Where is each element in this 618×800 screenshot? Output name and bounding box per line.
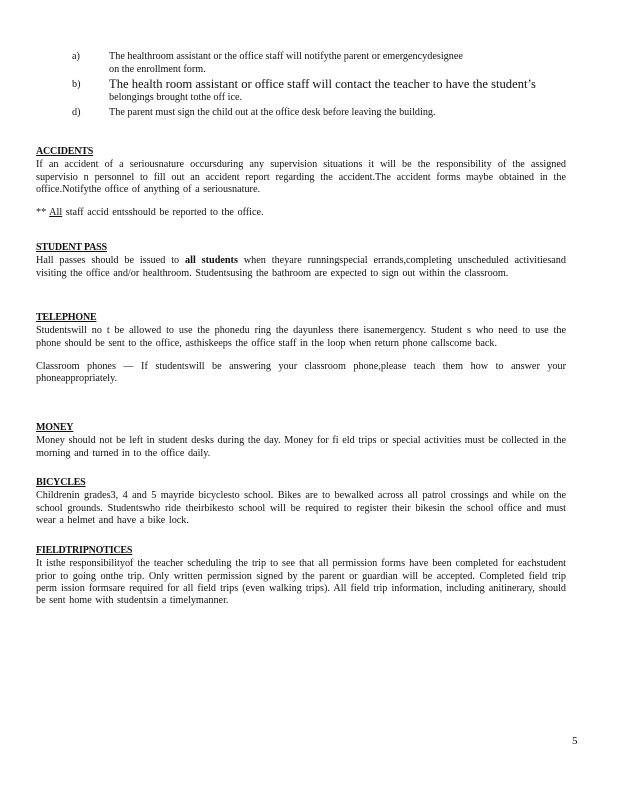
accidents-section (36, 146, 566, 219)
bicycles-body: Childrenin grades3, 4 and 5 mayride bicyclesto school. Bikes are to bewalked across all patrol crossings and while on the school grounds. Studentswho ride theirbikesto school will be required to register their bikesin the school office and must wear a helmet and have a bike lock. (36, 490, 566, 526)
student-pass-section (36, 242, 566, 280)
money-body: Money should not be left in student desks during the day. Money for fi eld trips or special activities must be collected in the morning and turned in to the office daily. (36, 435, 566, 459)
list-marker: b) (72, 79, 81, 90)
note-rest: staff accid entsshould be reported to the office. (62, 207, 264, 219)
field-trip-heading: FIELDTRIPNOTICES (36, 545, 133, 556)
telephone-classroom-note: Classroom phones — If studentswill be answering your classroom phone,please teach them how to answer your phoneappropriately. (36, 360, 566, 385)
accidents-body: If an accident of a seriousnature occursduring any supervision situations it will be the responsibility of the assigned supervisio n personnel to fill out an accident report regarding the accident.The accident forms maybe obtained in the office.Notifythe office of anything of a seriousnature. (36, 159, 566, 195)
money-heading: MONEY (36, 422, 74, 433)
student-pass-heading: STUDENT PASS (36, 242, 107, 253)
list-marker: a) (72, 51, 80, 62)
field-trip-body: It isthe responsibilityof the teacher scheduling the trip to see that all permission forms have been completed for eachstudent prior to going onthe trip. Only written permission signed by the parent or guardian will be accepted. Completed field trip perm ission formsare required for all field trips (even walking trips). All field trip information, including anitinerary, should be sent home with studentsin a timelymanner. (36, 558, 566, 607)
student-pass-body (36, 255, 566, 280)
note-emphasis: All (49, 207, 63, 219)
note-prefix: ** (36, 207, 50, 219)
telephone-section (36, 312, 566, 385)
list-item (72, 78, 592, 104)
page-number: 5 (572, 735, 578, 747)
list-item (72, 106, 592, 119)
accidents-heading: ACCIDENTS (36, 146, 94, 157)
student-pass-emphasis: all students (185, 255, 238, 267)
telephone-body: Studentswill no t be allowed to use the phonedu ring the dayunless there isanemergency. Student s who need to use the phone should be sent to the office, asthiskeeps the office staff in the loop when return phone callscome back. (36, 325, 566, 349)
procedure-list (72, 50, 592, 121)
money-section (36, 422, 566, 460)
list-text: The health room assistant or office staff will contact the teacher to have the student’s (109, 77, 536, 91)
list-text-continued: belongings brought tothe off ice. (109, 92, 243, 103)
student-pass-text-rest: when theyare runningspecial errands,completing unscheduled activitiesand visiting the office and/or healthroom. Studentsusing the bathroom are expected to sign out within the classroom. (36, 255, 566, 279)
field-trip-section (36, 545, 566, 607)
list-text-continued: on the enrollment form. (109, 64, 206, 75)
list-item (72, 50, 592, 76)
list-text: The parent must sign the child out at the office desk before leaving the building. (109, 107, 436, 118)
list-text: The healthroom assistant or the office staff will notifythe parent or emergencydesignee (109, 51, 463, 62)
bicycles-section (36, 477, 566, 527)
telephone-heading: TELEPHONE (36, 312, 97, 323)
list-marker: d) (72, 107, 81, 118)
bicycles-heading: BICYCLES (36, 477, 86, 488)
accidents-note (36, 207, 566, 219)
student-pass-text: Hall passes should be issued to (36, 255, 186, 267)
